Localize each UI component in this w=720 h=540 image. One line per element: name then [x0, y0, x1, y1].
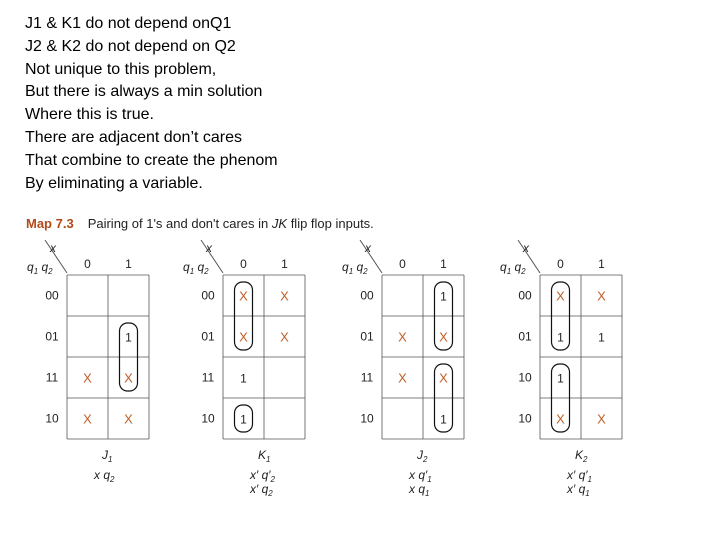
map-name: $K_1$: [258, 448, 271, 464]
one-mark: 1: [440, 289, 447, 304]
caption-jk: JK: [271, 216, 288, 231]
note-line: There are adjacent don’t cares: [25, 128, 243, 146]
dont-care-mark: X: [239, 288, 248, 304]
dont-care-mark: X: [439, 329, 448, 345]
row-header: 01: [360, 329, 374, 344]
dont-care-mark: X: [83, 370, 92, 386]
map-name: $J_1$: [102, 448, 113, 464]
simplified-expression: x′ $q'_1$: [567, 468, 592, 484]
col-header: 0: [557, 257, 564, 271]
col-header: 0: [240, 257, 247, 271]
row-header: 00: [45, 288, 59, 303]
dont-care-mark: X: [556, 411, 565, 427]
row-var-label: $q_1$ $q_2$: [342, 260, 368, 276]
one-mark: 1: [240, 412, 247, 427]
note-line: That combine to create the phenom: [25, 151, 278, 169]
kmap-j2: [342, 240, 464, 498]
kmap-k1: [183, 240, 305, 498]
simplified-expression: x $q_1$: [409, 482, 430, 498]
one-mark: 1: [557, 330, 564, 345]
figure-label: Map 7.3: [26, 216, 74, 231]
row-header: 01: [518, 329, 532, 344]
simplified-expression: x′ $q'_2$: [250, 468, 275, 484]
dont-care-mark: X: [280, 329, 289, 345]
map-name: $K_2$: [575, 448, 588, 464]
one-mark: 1: [240, 371, 247, 386]
col-header: 1: [598, 257, 605, 271]
row-header: 10: [518, 370, 532, 385]
col-var-label: x: [523, 241, 529, 255]
row-header: 00: [201, 288, 215, 303]
col-header: 0: [399, 257, 406, 271]
dont-care-mark: X: [83, 411, 92, 427]
col-header: 1: [281, 257, 288, 271]
dont-care-mark: X: [280, 288, 289, 304]
caption-text-end: flip flop inputs.: [290, 216, 374, 231]
row-header: 01: [201, 329, 215, 344]
map-name: $J_2$: [417, 448, 428, 464]
kmap-k2: [500, 240, 622, 498]
dont-care-mark: X: [597, 411, 606, 427]
col-header: 0: [84, 257, 91, 271]
col-var-label: x: [50, 241, 56, 255]
row-header: 00: [360, 288, 374, 303]
dont-care-mark: X: [124, 370, 133, 386]
row-header: 11: [45, 370, 59, 385]
row-header: 10: [518, 411, 532, 426]
row-header: 11: [201, 370, 215, 385]
simplified-expression: x $q'_1$: [409, 468, 432, 484]
note-line: Not unique to this problem,: [25, 60, 217, 78]
note-line: But there is always a min solution: [25, 83, 263, 101]
dont-care-mark: X: [439, 370, 448, 386]
col-var-label: x: [206, 241, 212, 255]
simplified-expression: x $q_2$: [94, 468, 115, 484]
row-var-label: $q_1$ $q_2$: [183, 260, 209, 276]
dont-care-mark: X: [398, 370, 407, 386]
kmap-j1: [27, 240, 149, 484]
row-header: 10: [45, 411, 59, 426]
note-line: By eliminating a variable.: [25, 174, 203, 192]
one-mark: 1: [557, 371, 564, 386]
row-header: 11: [360, 370, 374, 385]
col-header: 1: [440, 257, 447, 271]
row-var-label: $q_1$ $q_2$: [500, 260, 526, 276]
simplified-expression: x′ $q_1$: [567, 482, 590, 498]
note-line: J2 & K2 do not depend on Q2: [25, 37, 236, 55]
row-header: 01: [45, 329, 59, 344]
col-var-label: x: [365, 241, 371, 255]
row-header: 00: [518, 288, 532, 303]
row-var-label: $q_1$ $q_2$: [27, 260, 53, 276]
row-header: 10: [201, 411, 215, 426]
row-header: 10: [360, 411, 374, 426]
col-header: 1: [125, 257, 132, 271]
dont-care-mark: X: [124, 411, 133, 427]
caption-text: Pairing of 1's and don't cares in: [87, 216, 269, 231]
one-mark: 1: [440, 412, 447, 427]
dont-care-mark: X: [556, 288, 565, 304]
note-line: J1 & K1 do not depend onQ1: [25, 15, 232, 32]
dont-care-mark: X: [239, 329, 248, 345]
dont-care-mark: X: [597, 288, 606, 304]
simplified-expression: x′ $q_2$: [250, 482, 273, 498]
one-mark: 1: [598, 330, 605, 345]
dont-care-mark: X: [398, 329, 407, 345]
one-mark: 1: [125, 330, 132, 345]
note-line: Where this is true.: [25, 106, 154, 124]
